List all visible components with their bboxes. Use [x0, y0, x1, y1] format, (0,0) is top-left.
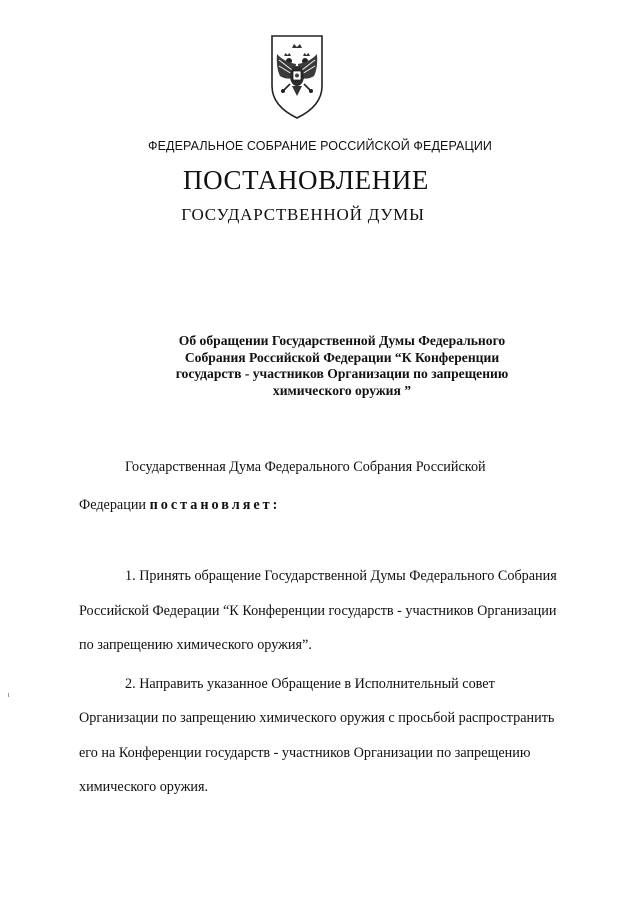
- item-line: химического оружия.: [79, 779, 209, 795]
- document-type-title: ПОСТАНОВЛЕНИЕ: [182, 165, 430, 195]
- resolves-emphasis: постановляет:: [149, 497, 281, 513]
- resolution-subject: [150, 333, 534, 399]
- item-line: 2. Направить указанное Обращение в Исполнительный совет: [125, 676, 495, 692]
- assembly-heading: ФЕДЕРАЛЬНОЕ СОБРАНИЕ РОССИЙСКОЙ ФЕДЕРАЦИИ: [147, 139, 493, 153]
- preamble-line-start: Федерации: [79, 497, 147, 513]
- item-line: его на Конференции государств - участников Организации по запрещению: [79, 745, 531, 761]
- item-line: Организации по запрещению химического оружия с просьбой распространить: [79, 710, 555, 726]
- item-line: по запрещению химического оружия”.: [79, 637, 312, 653]
- subject-line: Собрания Российской Федерации “К Конференции: [184, 349, 500, 365]
- margin-mark: [8, 693, 9, 697]
- subject-line: государств - участников Организации по запрещению: [175, 366, 509, 381]
- subject-line: химического оружия ”: [272, 382, 412, 398]
- subject-line: Об обращении Государственной Думы Федерального: [178, 333, 506, 348]
- issuing-body-title: ГОСУДАРСТВЕННОЙ ДУМЫ: [181, 205, 425, 224]
- item-line: 1. Принять обращение Государственной Думы Федерального Собрания: [125, 568, 557, 584]
- double-headed-eagle-icon: [270, 34, 324, 120]
- preamble-line: [79, 497, 280, 514]
- preamble-line: Государственная Дума Федерального Собрания Российской: [125, 459, 486, 475]
- item-line: Российской Федерации “К Конференции государств - участников Организации: [79, 603, 557, 619]
